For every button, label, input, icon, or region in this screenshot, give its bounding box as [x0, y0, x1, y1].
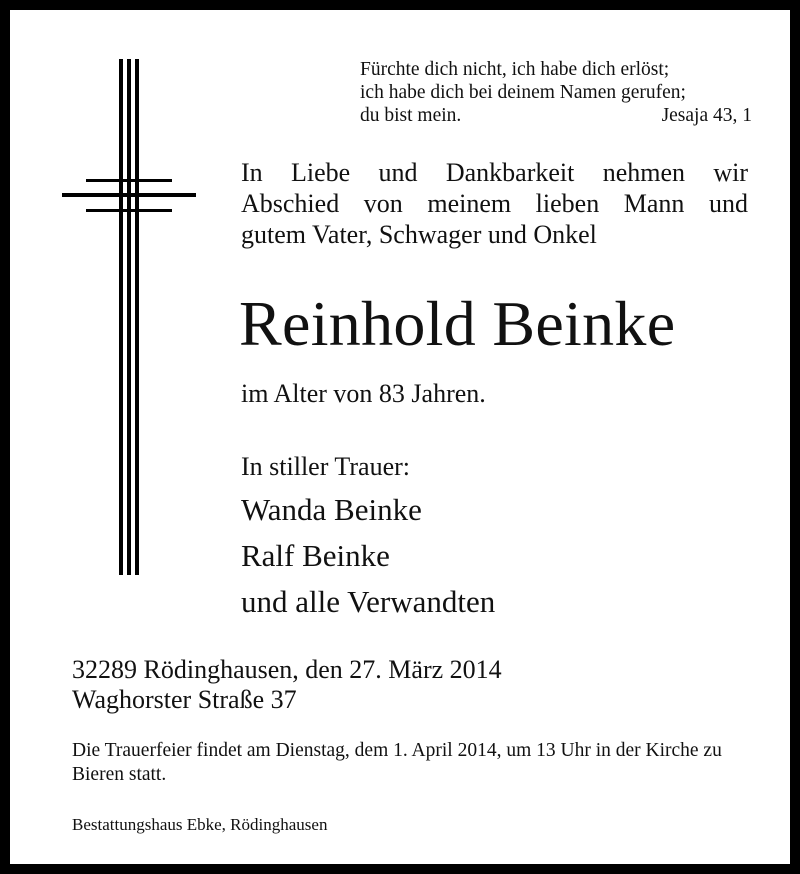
family-member: und alle Verwandten: [241, 584, 496, 619]
family-member: Ralf Beinke: [241, 538, 390, 573]
deceased-name: Reinhold Beinke: [239, 288, 676, 359]
verse-line-2: ich habe dich bei deinem Namen gerufen;: [360, 82, 686, 103]
verse-line-3: du bist mein.: [360, 105, 462, 126]
funeral-service-info: Die Trauerfeier findet am Dienstag, dem 1. April 2014, um 13 Uhr in der Kirche zu Bieren statt.: [72, 740, 722, 785]
funeral-home: Bestattungshaus Ebke, Rödinghausen: [72, 815, 328, 834]
intro-line-3: gutem Vater, Schwager und Onkel: [241, 220, 597, 249]
family-member: Wanda Beinke: [241, 492, 422, 527]
verse-reference: Jesaja 43, 1: [661, 105, 752, 126]
intro-text: [241, 157, 748, 250]
age-text: im Alter von 83 Jahren.: [241, 379, 486, 408]
city-date: 32289 Rödinghausen, den 27. März 2014: [72, 655, 502, 684]
address-block: [72, 655, 502, 715]
verse-last-line: [360, 104, 752, 127]
cross-icon: [62, 59, 196, 575]
intro-line-2: Abschied von meinem lieben Mann und: [241, 189, 748, 218]
street-address: Waghorster Straße 37: [72, 685, 297, 714]
mourners-heading: In stiller Trauer:: [241, 452, 410, 481]
bible-verse: [360, 58, 752, 127]
intro-line-1: In Liebe und Dankbarkeit nehmen wir: [241, 158, 748, 187]
verse-line-1: Fürchte dich nicht, ich habe dich erlöst;: [360, 59, 670, 80]
family-list: [241, 487, 495, 625]
